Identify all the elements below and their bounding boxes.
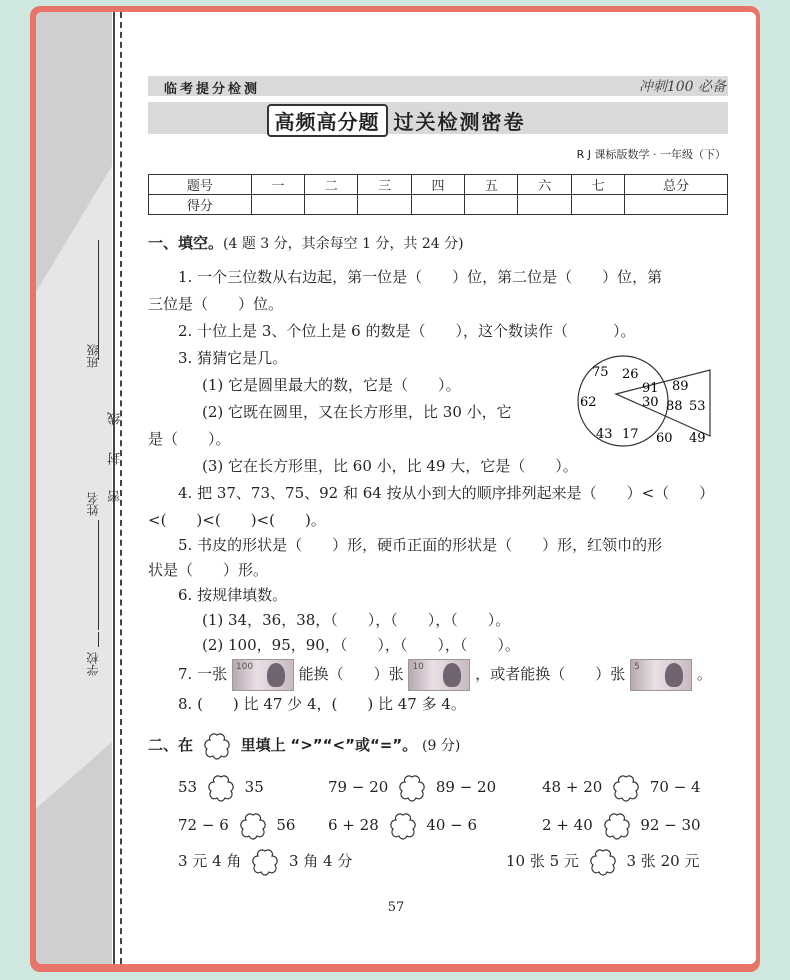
seal-char-3: 线 xyxy=(108,412,123,425)
class-fill-line xyxy=(98,240,99,360)
compare-right: 89 − 20 xyxy=(435,778,497,796)
binding-solid-line xyxy=(113,12,115,964)
score-table-header-row xyxy=(149,175,728,195)
diagram-number: 60 xyxy=(656,431,673,446)
diagram-number: 91 xyxy=(642,381,659,396)
score-blank[interactable] xyxy=(465,195,518,215)
score-cell: 六 xyxy=(518,175,571,195)
score-cell: 七 xyxy=(571,175,624,195)
flower-answer-icon[interactable] xyxy=(238,812,268,840)
circle-rectangle-diagram xyxy=(572,352,732,452)
score-cell: 题号 xyxy=(149,175,252,195)
q3-3: (3) 它在长方形里，比 60 小，比 49 大，它是（ ）。 xyxy=(202,457,578,475)
diagram-number: 17 xyxy=(622,427,639,442)
banknote-10-image xyxy=(408,659,470,691)
compare-right: 35 xyxy=(244,778,264,796)
compare-right: 70 − 4 xyxy=(649,778,701,796)
q5-line2: 状是（ ）形。 xyxy=(148,561,269,579)
banknote-100-image xyxy=(232,659,294,691)
section2-title-c: “>”“<”或“=”。 xyxy=(290,736,418,754)
compare-item xyxy=(328,812,477,840)
q4-line2: <( )<( )<( )。 xyxy=(148,511,326,529)
banknote-10-denomination: 10 xyxy=(412,662,424,672)
section2-title-a: 二、在 xyxy=(148,736,194,754)
compare-right: 56 xyxy=(276,816,296,834)
diagram-number: 89 xyxy=(672,379,689,394)
banknote-5-image xyxy=(630,659,692,691)
flower-answer-icon[interactable] xyxy=(388,812,418,840)
q2: 2. 十位上是 3、个位上是 6 的数是（ ），这个数读作（ ）。 xyxy=(178,322,636,340)
q3-1: (1) 它是圆里最大的数，它是（ ）。 xyxy=(202,376,461,394)
section1-note: (4 题 3 分，其余每空 1 分，共 24 分) xyxy=(223,236,464,252)
score-cell: 一 xyxy=(251,175,304,195)
page-number: 57 xyxy=(387,900,405,915)
title-rest: 过关检测密卷 xyxy=(393,110,526,134)
compare-item xyxy=(506,848,699,876)
q3-2-line1: (2) 它既在圆里，又在长方形里，比 30 小，它 xyxy=(202,403,512,421)
q7-text-b: 能换（ ）张 xyxy=(298,665,404,683)
compare-right: 3 角 4 分 xyxy=(288,852,353,870)
score-cell: 二 xyxy=(305,175,358,195)
q4-line1: 4. 把 37、73、75、92 和 64 按从小到大的顺序排列起来是（ ）<（ ） xyxy=(178,484,715,502)
compare-item xyxy=(542,812,701,840)
compare-item xyxy=(542,774,701,802)
q8: 8. ( ) 比 47 少 4，( ) 比 47 多 4。 xyxy=(178,695,466,713)
diagram-number: 75 xyxy=(592,365,609,380)
q7-text-a: 7. 一张 xyxy=(178,665,228,683)
score-blank[interactable] xyxy=(571,195,624,215)
header-tag: 临考提分检测 xyxy=(164,82,261,97)
binding-dashed-line xyxy=(120,12,122,964)
section2-note: (9 分) xyxy=(422,738,461,754)
name-label: 姓名 xyxy=(86,492,100,516)
banknote-100-denomination: 100 xyxy=(235,662,254,672)
q3: 3. 猜猜它是几。 xyxy=(178,349,288,367)
score-blank[interactable] xyxy=(518,195,571,215)
diagram-number: 26 xyxy=(622,367,639,382)
q1-line1: 1. 一个三位数从右边起，第一位是（ ）位，第二位是（ ）位，第 xyxy=(178,268,663,286)
subtitle: R J 课标版数学 · 一年级（下） xyxy=(576,148,726,161)
q7-text-d: 。 xyxy=(696,665,712,683)
section1-heading xyxy=(148,232,464,253)
title-boxed: 高频高分题 xyxy=(267,104,388,137)
seal-char-2: 封 xyxy=(108,452,123,465)
q6-1: (1) 34，36，38，（ ），（ ），（ ）。 xyxy=(202,611,511,629)
score-table xyxy=(148,174,728,215)
header-slogan: 冲刺100 必备 xyxy=(638,79,726,95)
score-table-score-row xyxy=(149,195,728,215)
compare-right: 92 − 30 xyxy=(640,816,701,834)
compare-left: 53 xyxy=(178,778,198,796)
diagram-number: 30 xyxy=(642,395,659,410)
q5-line1: 5. 书皮的形状是（ ）形，硬币正面的形状是（ ）形，红领巾的形 xyxy=(178,536,663,554)
diagram-number: 53 xyxy=(689,399,706,414)
compare-left: 72 − 6 xyxy=(178,816,229,834)
q6-2: (2) 100，95，90，（ ），（ ），（ ）。 xyxy=(202,636,520,654)
q7 xyxy=(178,659,712,691)
compare-item xyxy=(178,774,264,802)
score-blank[interactable] xyxy=(251,195,304,215)
compare-item xyxy=(178,848,352,876)
class-label: 班级 xyxy=(86,344,100,368)
score-cell: 四 xyxy=(411,175,464,195)
score-blank[interactable] xyxy=(625,195,728,215)
score-cell: 五 xyxy=(465,175,518,195)
q6: 6. 按规律填数。 xyxy=(178,586,288,604)
q1-line2: 三位是（ ）位。 xyxy=(148,295,284,313)
compare-left: 10 张 5 元 xyxy=(506,852,579,870)
flower-answer-icon[interactable] xyxy=(611,774,641,802)
flower-answer-icon[interactable] xyxy=(397,774,427,802)
flower-answer-icon[interactable] xyxy=(206,774,236,802)
flower-blank-icon xyxy=(202,732,232,760)
compare-right: 3 张 20 元 xyxy=(626,852,700,870)
diagram-number: 49 xyxy=(689,431,706,446)
svg-text:75 26 62 91 xyxy=(580,365,710,446)
section1-title: 一、填空。 xyxy=(148,234,224,252)
school-label: 学校 xyxy=(86,652,100,676)
compare-left: 6 + 28 xyxy=(328,816,379,834)
q7-text-c: ，或者能换（ ）张 xyxy=(475,665,626,683)
seal-char-1: 密 xyxy=(108,490,123,503)
compare-left: 3 元 4 角 xyxy=(178,852,242,870)
flower-answer-icon[interactable] xyxy=(250,848,280,876)
title xyxy=(36,104,756,137)
compare-item xyxy=(328,774,496,802)
compare-left: 79 − 20 xyxy=(328,778,389,796)
score-blank[interactable] xyxy=(305,195,358,215)
score-cell: 三 xyxy=(358,175,411,195)
section2-title-b: 里填上 xyxy=(240,736,286,754)
compare-left: 48 + 20 xyxy=(542,778,603,796)
score-row-label: 得分 xyxy=(149,195,252,215)
diagram-number: 62 xyxy=(580,395,597,410)
flower-answer-icon[interactable] xyxy=(602,812,632,840)
score-blank[interactable] xyxy=(411,195,464,215)
score-cell: 总分 xyxy=(625,175,728,195)
diagram-number: 88 xyxy=(666,399,683,414)
exam-page xyxy=(36,12,756,964)
flower-answer-icon[interactable] xyxy=(588,848,618,876)
q3-2-line2: 是（ ）。 xyxy=(148,430,231,448)
name-fill-line xyxy=(98,520,99,630)
compare-item xyxy=(178,812,295,840)
compare-right: 40 − 6 xyxy=(426,816,478,834)
diagram-number: 43 xyxy=(596,427,613,442)
section2-heading xyxy=(148,732,460,760)
banknote-5-denomination: 5 xyxy=(634,662,640,672)
score-blank[interactable] xyxy=(358,195,411,215)
school-fill-line xyxy=(98,632,99,647)
compare-left: 2 + 40 xyxy=(542,816,593,834)
